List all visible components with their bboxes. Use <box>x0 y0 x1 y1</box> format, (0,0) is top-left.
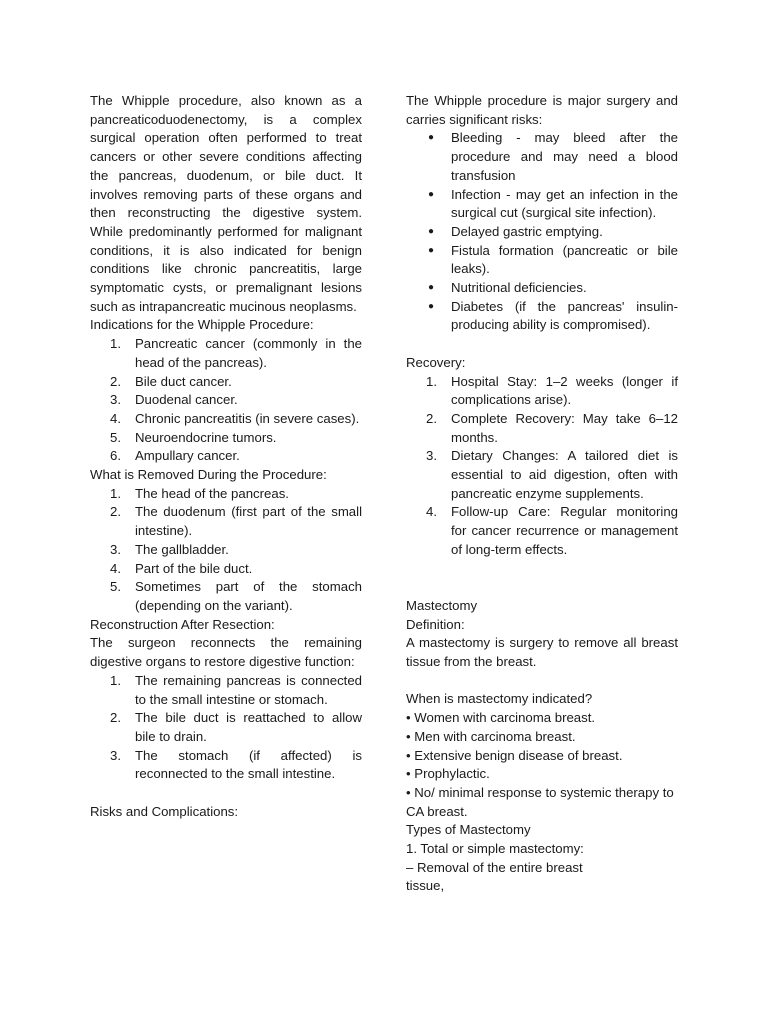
list-item: 2. The bile duct is reattached to allow bile to drain. <box>110 710 362 744</box>
removed-list <box>90 485 362 616</box>
mastectomy-title: Mastectomy <box>406 597 478 613</box>
list-item: ● Delayed gastric emptying. <box>406 223 678 242</box>
bullet-icon: ● <box>427 300 434 312</box>
bullet-icon: ● <box>427 282 434 294</box>
indicated-item: • Men with carcinoma breast. <box>406 728 576 744</box>
reconstruction-intro: The surgeon reconnects the remaining digestive organs to restore digestive function: <box>90 635 362 670</box>
list-item: 3. The gallbladder. <box>110 541 229 557</box>
bullet-icon: ● <box>427 132 434 144</box>
whipple-intro-paragraph: The Whipple procedure, also known as a pancreaticoduodenectomy, is a complex surgical operation often performed to treat cancers or other severe conditions affecting the pancreas, duodenum, or bile duct. It involves removing parts of these organs and then reconstructing the digestive system. While predominantly performed for malignant conditions, it is also indicated for benign conditions like chronic pancreatitis, large symptomatic cysts, or premalignant lesions such as intrapancreatic mucinous neoplasms. <box>90 93 362 314</box>
risks-intro: The Whipple procedure is major surgery and carries significant risks: <box>406 93 678 127</box>
bullet-icon: ● <box>427 244 434 256</box>
list-item: 1. Pancreatic cancer (commonly in the head of the pancreas). <box>110 336 362 370</box>
list-item: 2. Bile duct cancer. <box>110 373 232 389</box>
list-item: 2. The duodenum (first part of the small intestine). <box>110 504 362 539</box>
list-item: 3. Dietary Changes: A tailored diet is essential to aid digestion, often with pancreatic enzyme supplements. <box>426 448 678 501</box>
type1-line2: tissue, <box>406 878 445 894</box>
risks-heading: Risks and Complications: <box>90 803 239 819</box>
list-item: 5. Sometimes part of the stomach (depending on the variant). <box>110 579 362 613</box>
definition-text: A mastectomy is surgery to remove all breast tissue from the breast. <box>406 635 678 670</box>
list-item: 5. Neuroendocrine tumors. <box>110 429 277 445</box>
list-item: 4. Follow-up Care: Regular monitoring for cancer recurrence or management of long-term effects. <box>426 504 678 557</box>
indications-list <box>90 335 362 466</box>
indicated-heading: When is mastectomy indicated? <box>406 691 593 707</box>
type1-line1: – Removal of the entire breast <box>406 859 583 875</box>
reconstruction-list <box>90 672 362 784</box>
list-item: 4. Part of the bile duct. <box>110 560 253 576</box>
list-item: ● Diabetes (if the pancreas' insulin-producing ability is compromised). <box>406 298 678 335</box>
list-item: ● Bleeding - may bleed after the procedure and may need a blood transfusion <box>406 129 678 185</box>
left-column <box>90 92 362 821</box>
list-item: 3. The stomach (if affected) is reconnected to the small intestine. <box>110 747 362 782</box>
removed-heading: What is Removed During the Procedure: <box>90 467 327 483</box>
indicated-item: • Women with carcinoma breast. <box>406 710 596 726</box>
list-item: ● Fistula formation (pancreatic or bile leaks). <box>406 242 678 279</box>
right-column <box>406 92 678 896</box>
types-heading: Types of Mastectomy <box>406 822 531 838</box>
bullet-icon: ● <box>427 225 434 237</box>
list-item: 4. Chronic pancreatitis (in severe cases). <box>110 410 360 426</box>
recovery-heading: Recovery: <box>406 354 466 370</box>
list-item: ● Infection - may get an infection in the surgical cut (surgical site infection). <box>406 186 678 223</box>
indicated-item: • Extensive benign disease of breast. <box>406 747 623 763</box>
list-item: 1. The head of the pancreas. <box>110 485 289 501</box>
type1-heading: 1. Total or simple mastectomy: <box>406 841 584 857</box>
list-item: 6. Ampullary cancer. <box>110 448 240 464</box>
bullet-icon: ● <box>427 188 434 200</box>
indicated-item: • Prophylactic. <box>406 766 490 782</box>
indications-heading: Indications for the Whipple Procedure: <box>90 317 314 333</box>
recovery-list <box>406 373 678 560</box>
indicated-item: • No/ minimal response to systemic therapy to CA breast. <box>406 784 674 819</box>
definition-label: Definition: <box>406 616 465 632</box>
list-item: 1. The remaining pancreas is connected to the small intestine or stomach. <box>110 672 362 707</box>
list-item: 1. Hospital Stay: 1–2 weeks (longer if complications arise). <box>426 373 678 408</box>
list-item: 2. Complete Recovery: May take 6–12 months. <box>426 410 678 445</box>
risks-list <box>406 129 678 335</box>
list-item: ● Nutritional deficiencies. <box>406 279 678 298</box>
reconstruction-heading: Reconstruction After Resection: <box>90 616 275 632</box>
list-item: 3. Duodenal cancer. <box>110 392 238 408</box>
